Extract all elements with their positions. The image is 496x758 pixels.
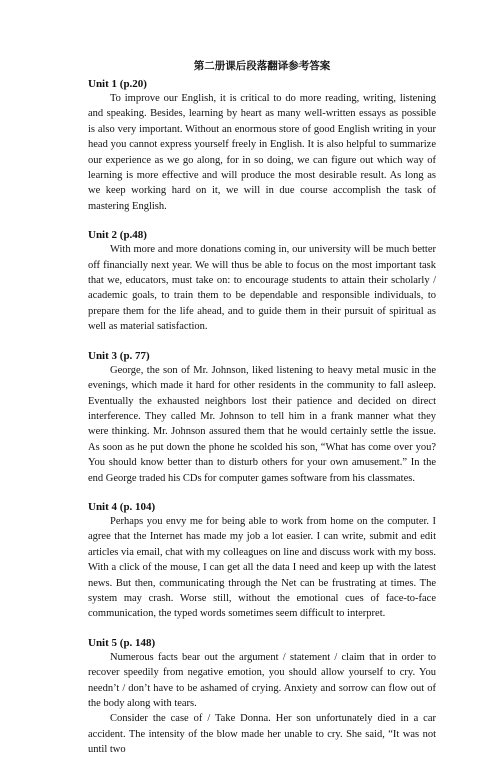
paragraph: To improve our English, it is critical to do more reading, writing, listening and speaking. Besides, learning by heart as many well-written essays as possible is also very important. Without an enormous store of good English writing in your head you cannot express yourself freely in English. It is also helpful to summarize our experience as we go along, for in so doing, we can figure out which way of learning is more effective and will produce the most desirable result. As long as we keep working hard on it, we will in due course accomplish the task of mastering English. [88, 93, 436, 212]
paragraph: With more and more donations coming in, our university will be much better off financially next year. We will thus be able to focus on the most important task that we, educators, must take on: to encourage students to attain their scholarly / academic goals, to train them to be dependable and responsible individuals, to prepare them for the life ahead, and to guide them in their pursuit of spiritual as well as material satisfaction. [88, 244, 436, 333]
section-unit-1 [88, 77, 436, 214]
unit-heading: Unit 2 (p.48) [88, 229, 147, 242]
paragraph: Consider the case of / Take Donna. Her son unfortunately died in a car accident. The intensity of the blow made her unable to cry. She said, “It was not until two [88, 713, 436, 756]
unit-heading: Unit 4 (p. 104) [88, 500, 156, 513]
paragraph: George, the son of Mr. Johnson, liked listening to heavy metal music in the evenings, which made it hard for other residents in the community to fall asleep. Eventually the exhausted neighbors lost their patience and decided on direct interference. They called Mr. Johnson to tell him in a frank manner what they were thinking. Mr. Johnson assured them that he would certainly settle the issue. As soon as he put down the phone he scolded his son, “What has come over you? You should know better than to disturb others for your own amusement.” In the end George traded his CDs for computer games software from his classmates. [88, 364, 436, 484]
paragraph: Perhaps you envy me for being able to work from home on the computer. I agree that the Internet has made my job a lot easier. I can write, submit and edit articles via email, chat with my colleagues on line and discuss work with my boss. With a click of the mouse, I can get all the data I need and keep up with the latest news. But then, communicating through the Net can be frustrating at times. The system may crash. Worse still, without the emotional cues of face-to-face communication, the typed words sometimes seem difficult to interpret. [88, 515, 436, 620]
section-unit-4 [88, 500, 436, 622]
paragraph: Numerous facts bear out the argument / statement / claim that in order to recover speedily from negative emotion, you should allow yourself to cry. You needn’t / don’t have to be ashamed of crying. Anxiety and sorrow can flow out of the body along with tears. [88, 651, 436, 709]
document-title: 第二册课后段落翻译参考答案 [193, 60, 331, 72]
section-unit-3 [88, 349, 436, 486]
unit-heading: Unit 5 (p. 148) [88, 636, 156, 649]
section-unit-5 [88, 636, 436, 758]
unit-heading: Unit 1 (p.20) [88, 78, 147, 90]
section-unit-2 [88, 228, 436, 334]
document-body [88, 77, 436, 758]
unit-heading: Unit 3 (p. 77) [88, 349, 150, 362]
